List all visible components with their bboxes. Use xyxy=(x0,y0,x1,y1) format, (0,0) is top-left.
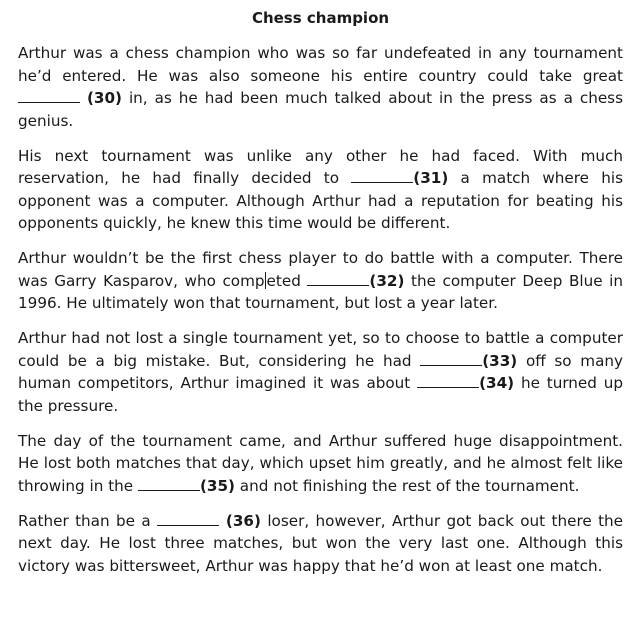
gap-blank-33 xyxy=(420,352,482,366)
paragraph-text: The day of the tournament came, and Arthur suffered huge disappointment. He lost both matches that day, which upset him greatly, and he almost felt like throwing in the xyxy=(18,431,623,495)
gap-blank-35 xyxy=(138,477,200,491)
paragraph-text: eted xyxy=(266,271,308,290)
paragraph-2 xyxy=(18,145,623,235)
paragraph-text: loser, however, Arthur got back out there the next day. He lost three matches, but won the very last one. Although this victory was bittersweet, Arthur was happy that he’d won at least one match. xyxy=(18,511,624,575)
paragraph-text: and not finishing the rest of the tournament. xyxy=(234,476,580,495)
paragraph-text: Arthur had not lost a single tournament yet, so to choose to battle a computer could be a big mistake. But, considering he had xyxy=(18,329,623,370)
paragraph-text: he turned up the pressure. xyxy=(18,374,624,415)
paragraph-5 xyxy=(18,430,623,498)
paragraph-text: Arthur was a chess champion who was so far undefeated in any tournament he’d entered. He was also someone his entire country could take great xyxy=(18,44,623,85)
paragraph-text: the computer Deep Blue in 1996. He ultimately won that tournament, but lost a year later. xyxy=(18,271,623,312)
gap-number-36: (36) xyxy=(219,511,261,530)
gap-blank-32 xyxy=(307,272,369,286)
gap-number-32: (32) xyxy=(369,271,405,290)
paragraph-1 xyxy=(18,42,623,132)
gap-number-34: (34) xyxy=(479,374,515,392)
paragraph-text: off so many human competitors, Arthur imagined it was about xyxy=(18,351,623,392)
paragraph-text: in, as he had been much talked about in the press as a chess genius. xyxy=(18,89,623,130)
paragraph-3 xyxy=(18,247,623,315)
paragraph-6 xyxy=(18,510,623,578)
document-title: Chess champion xyxy=(251,9,390,27)
gap-blank-34 xyxy=(417,374,479,388)
gap-blank-36 xyxy=(157,512,219,526)
gap-number-35: (35) xyxy=(199,476,235,495)
gap-blank-31 xyxy=(351,169,413,183)
paragraph-4 xyxy=(18,327,623,417)
paragraph-text: Rather than be a xyxy=(18,511,158,530)
gap-number-33: (33) xyxy=(482,351,518,370)
paragraph-text: His next tournament was unlike any other he had faced. With much reservation, he had finally decided to xyxy=(18,146,623,187)
paragraph-text: a match where his opponent was a computer. Although Arthur had a reputation for beating his opponents quickly, he knew this time would be different. xyxy=(18,169,623,232)
gap-number-31: (31) xyxy=(413,169,449,187)
gap-blank-30 xyxy=(18,89,80,103)
paragraph-text: Arthur wouldn’t be the first chess player to do battle with a computer. There was Garry Kasparov, who comp xyxy=(18,249,623,290)
gap-number-30: (30) xyxy=(86,89,122,107)
